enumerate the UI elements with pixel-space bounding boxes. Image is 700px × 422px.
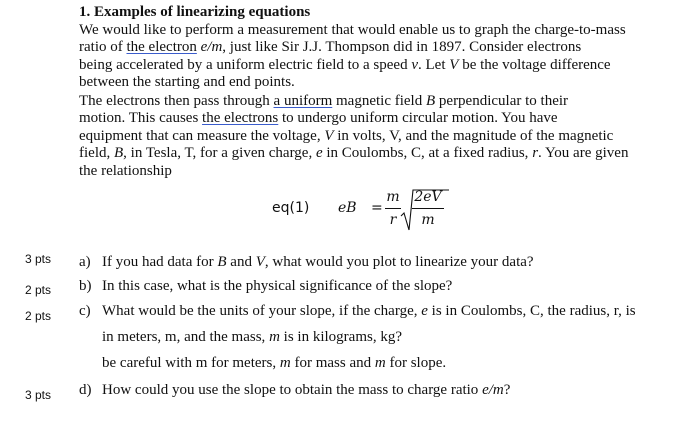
underlined-the-electron: the electron — [126, 39, 197, 56]
intro-line-1: We would like to perform a measurement that would enable us to graph the charge-to-mass — [79, 22, 626, 38]
points-a: 3 pts — [25, 252, 52, 266]
body-line-4: field, B, in Tesla, T, for a given charge, e in Coulombs, C, at a fixed radius, r. You are given — [79, 145, 629, 162]
section-heading: 1. Examples of linearizing equations — [79, 4, 311, 20]
equation-label: eq(1) — [272, 200, 310, 216]
body-paragraph — [79, 93, 659, 180]
equals-sign: = — [371, 200, 383, 216]
points-d: 3 pts — [25, 388, 52, 402]
intro-line-2: ratio of the electron e/m, just like Sir J.J. Thompson did in 1897. Consider electrons — [79, 39, 582, 56]
question-c: c) What would be the units of your slope, if the charge, e is in Coulombs, C, the radius, r, is — [79, 303, 636, 319]
question-c-line-3: be careful with m for meters, m for mass and m for slope. — [102, 355, 447, 371]
points-b: 2 pts — [25, 283, 52, 297]
intro-paragraph — [79, 22, 659, 92]
underlined-a-uniform: a uniform — [273, 93, 333, 109]
question-d: d) How could you use the slope to obtain the mass to charge ratio e/m? — [79, 382, 511, 398]
fraction-m-over-r: m r — [386, 189, 400, 228]
body-line-5: the relationship — [79, 162, 172, 179]
body-line-3: equipment that can measure the voltage, V in volts, V, and the magnitude of the magnetic — [79, 127, 614, 144]
question-a: a) If you had data for B and V, what would you plot to linearize your data? — [79, 254, 534, 270]
intro-line-3: being accelerated by a uniform electric field to a speed v. Let V be the voltage difference — [79, 56, 611, 73]
question-c-line-2: in meters, m, and the mass, m is in kilograms, kg? — [102, 329, 402, 345]
points-c: 2 pts — [25, 309, 52, 323]
fraction-2eV-over-m: 2eV m — [412, 188, 444, 229]
intro-line-4: between the starting and end points. — [79, 74, 295, 91]
body-line-1: The electrons then pass through a uniform magnetic field B perpendicular to their — [79, 93, 569, 109]
question-b: b) In this case, what is the physical significance of the slope? — [79, 278, 453, 294]
body-line-2: motion. This causes the electrons to undergo uniform circular motion. You have — [79, 110, 558, 127]
underlined-the-electrons: the electrons — [202, 110, 279, 127]
equation-lhs: eB — [338, 200, 357, 216]
